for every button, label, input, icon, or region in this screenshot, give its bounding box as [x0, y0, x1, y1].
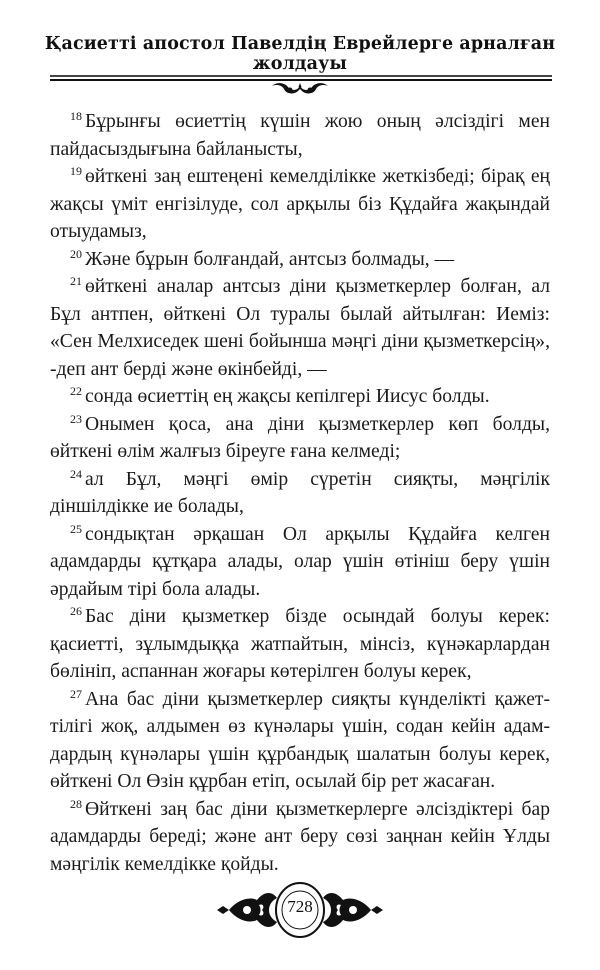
verse-text: Онымен қоса, ана діни қызметкерлер көп болды, өйткені өлім жалғыз біреуге ғана келмеді; [50, 413, 550, 462]
verse-number: 18 [70, 109, 82, 123]
verse-text: өйткені аналар антсыз діни қызметкерлер болған, ал Бұл антпен, өйткені Ол туралы былай айтылған: Иеміз: «Сен Мелхиседек шені бойынша мәңгі діни қызметкерсің», -деп ант берді және өкінбейді, — [50, 276, 550, 380]
verse-26 [50, 603, 550, 686]
verse-number: 21 [70, 274, 82, 288]
verse-number: 22 [70, 384, 82, 398]
verse-20 [50, 246, 550, 274]
verse-text: сонда өсиеттің ең жақсы кепілгері Иисус болды. [85, 386, 490, 407]
verse-21 [50, 273, 550, 383]
verse-number: 26 [70, 604, 82, 618]
verse-25 [50, 521, 550, 604]
verse-number: 25 [70, 521, 82, 536]
verse-number: 19 [70, 164, 82, 178]
verse-number: 24 [70, 466, 82, 481]
running-header-title: Қасиетті апостол Павелдің Еврейлерге арналған жолдауы [44, 34, 556, 74]
verse-23 [50, 411, 550, 466]
verse-27 [50, 686, 550, 796]
verse-text: Бұрынғы өсиеттің күшін жою оның әлсіздігі мен пайдасыздығына байланысты, [50, 111, 550, 160]
verse-text: өйткені заң ештеңені кемелділікке жеткізбеді; бірақ ең жақсы үміт енгізілуде, сол арқылы біз Құдайға жақындай отыудамыз, [50, 166, 550, 242]
verse-text: ал Бұл, мәңгі өмір сүретін сияқты, мәңгілік діншілдікке ие болады, [50, 468, 550, 517]
header-flourish-icon [268, 80, 332, 96]
verse-text: Ана бас діни қызметкерлер сияқты күнделікті қажет-тілігі жоқ, алдымен өз күнәлары үшін, содан кейін адам-дардың күнәлары үшін құрбандық шалатын болуы керек, өйткені Ол Өзін құрбан етіп, осылай бір рет жасаған. [50, 688, 550, 792]
verse-number: 20 [70, 246, 82, 261]
verse-number: 28 [70, 796, 82, 811]
verse-text: Бас діни қызметкер бізде осындай болуы керек: қасиетті, зұлымдыққа жатпайтын, мінсіз, күнәкарлардан бөлініп, аспаннан жоғары көтерілген болуы керек, [50, 606, 550, 682]
verse-28 [50, 796, 550, 879]
verse-text: Және бұрын болғандай, антсыз болмады, — [85, 248, 455, 270]
verse-18 [50, 108, 550, 163]
page-number: 728 [287, 897, 313, 916]
verse-19 [50, 163, 550, 246]
verse-text: сондықтан әрқашан Ол арқылы Құдайға келген адамдарды құтқара алады, олар үшін өтініш беру үшін әрдайым тірі бола алады. [50, 523, 550, 600]
verse-text: Өйткені заң бас діни қызметкерлерге әлсіздіктері бар адамдарды береді; және ант беру сөзі заңнан кейін Ұлды мәңгілік кемелдікке қойды. [50, 798, 550, 875]
verse-24 [50, 466, 550, 521]
verse-22 [50, 383, 550, 411]
scripture-body [50, 108, 550, 878]
verse-number: 23 [70, 411, 82, 426]
verse-number: 27 [70, 686, 82, 701]
